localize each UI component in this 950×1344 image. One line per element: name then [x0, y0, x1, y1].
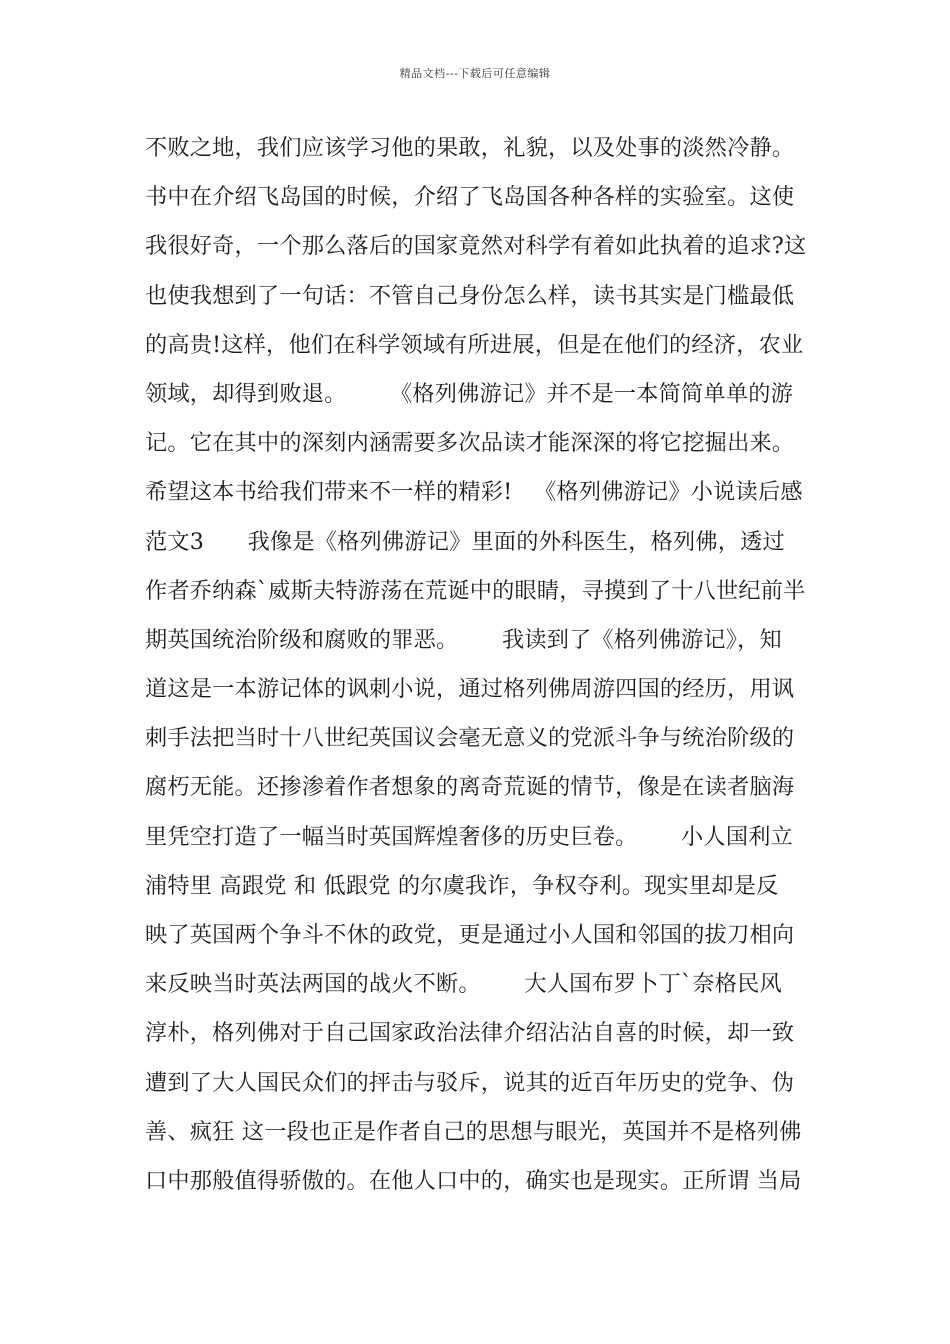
text-line: 书中在介绍飞岛国的时候，介绍了飞岛国各种各样的实验室。这使 [145, 184, 795, 211]
text-line: 期英国统治阶级和腐败的罪恶。 我读到了《格列佛游记》，知 [145, 626, 782, 653]
body-text [145, 126, 810, 1208]
text-line: 淳朴，格列佛对于自己国家政治法律介绍沾沾自喜的时候，却一致 [145, 1020, 795, 1047]
text-line: 映了英国两个争斗不休的政党，更是通过小人国和邻国的拔刀相向 [145, 922, 795, 948]
text-line: 道这是一本游记体的讽刺小说，通过格列佛周游四国的经历，用讽 [145, 676, 795, 703]
text-line: 刺手法把当时十八世纪英国议会毫无意义的党派斗争与统治阶级的 [145, 725, 795, 752]
text-line: 领域，却得到败退。 《格列佛游记》并不是一本简简单单的游 [145, 380, 793, 407]
text-line: 遭到了大人国民众们的抨击与驳斥，说其的近百年历史的党争、伪 [145, 1069, 795, 1096]
text-line: 腐朽无能。还掺渗着作者想象的离奇荒诞的情节，像是在读者脑海 [145, 774, 795, 801]
text-line: 来反映当时英法两国的战火不断。 大人国布罗卜丁`奈格民风 [145, 971, 782, 998]
text-line: 范文3 我像是《格列佛游记》里面的外科医生，格列佛，透过 [145, 528, 785, 555]
text-line: 作者乔纳森`威斯夫特游荡在荒诞中的眼睛，寻摸到了十八世纪前半 [145, 577, 806, 604]
text-line: 浦特里 高跟党 和 低跟党 的尔虞我诈，争权夺利。现实里却是反 [145, 872, 779, 899]
page-header: 精品文档---下载后可任意编辑 [399, 67, 551, 80]
text-line: 不败之地，我们应该学习他的果敢，礼貌，以及处事的淡然冷静。 [145, 135, 795, 161]
text-line: 也使我想到了一句话：不管自己身份怎么样，读书其实是门槛最低 [145, 282, 795, 309]
text-line: 善、疯狂 这一段也正是作者自己的思想与眼光，英国并不是格列佛 [145, 1118, 802, 1145]
text-line: 希望这本书给我们带来不一样的精彩! 《格列佛游记》小说读后感 [145, 479, 803, 506]
text-line: 记。它在其中的深刻内涵需要多次品读才能深深的将它挖掘出来。 [145, 430, 795, 457]
text-line: 里凭空打造了一幅当时英国辉煌奢侈的历史巨卷。 小人国利立 [145, 823, 793, 850]
text-line: 口中那般值得骄傲的。在他人口中的，确实也是现实。正所谓 当局 [145, 1167, 802, 1194]
text-line: 我很好奇，一个那么落后的国家竟然对科学有着如此执着的追求?这 [145, 233, 807, 260]
text-line: 的高贵!这样，他们在科学领域有所进展，但是在他们的经济，农业 [145, 331, 804, 358]
